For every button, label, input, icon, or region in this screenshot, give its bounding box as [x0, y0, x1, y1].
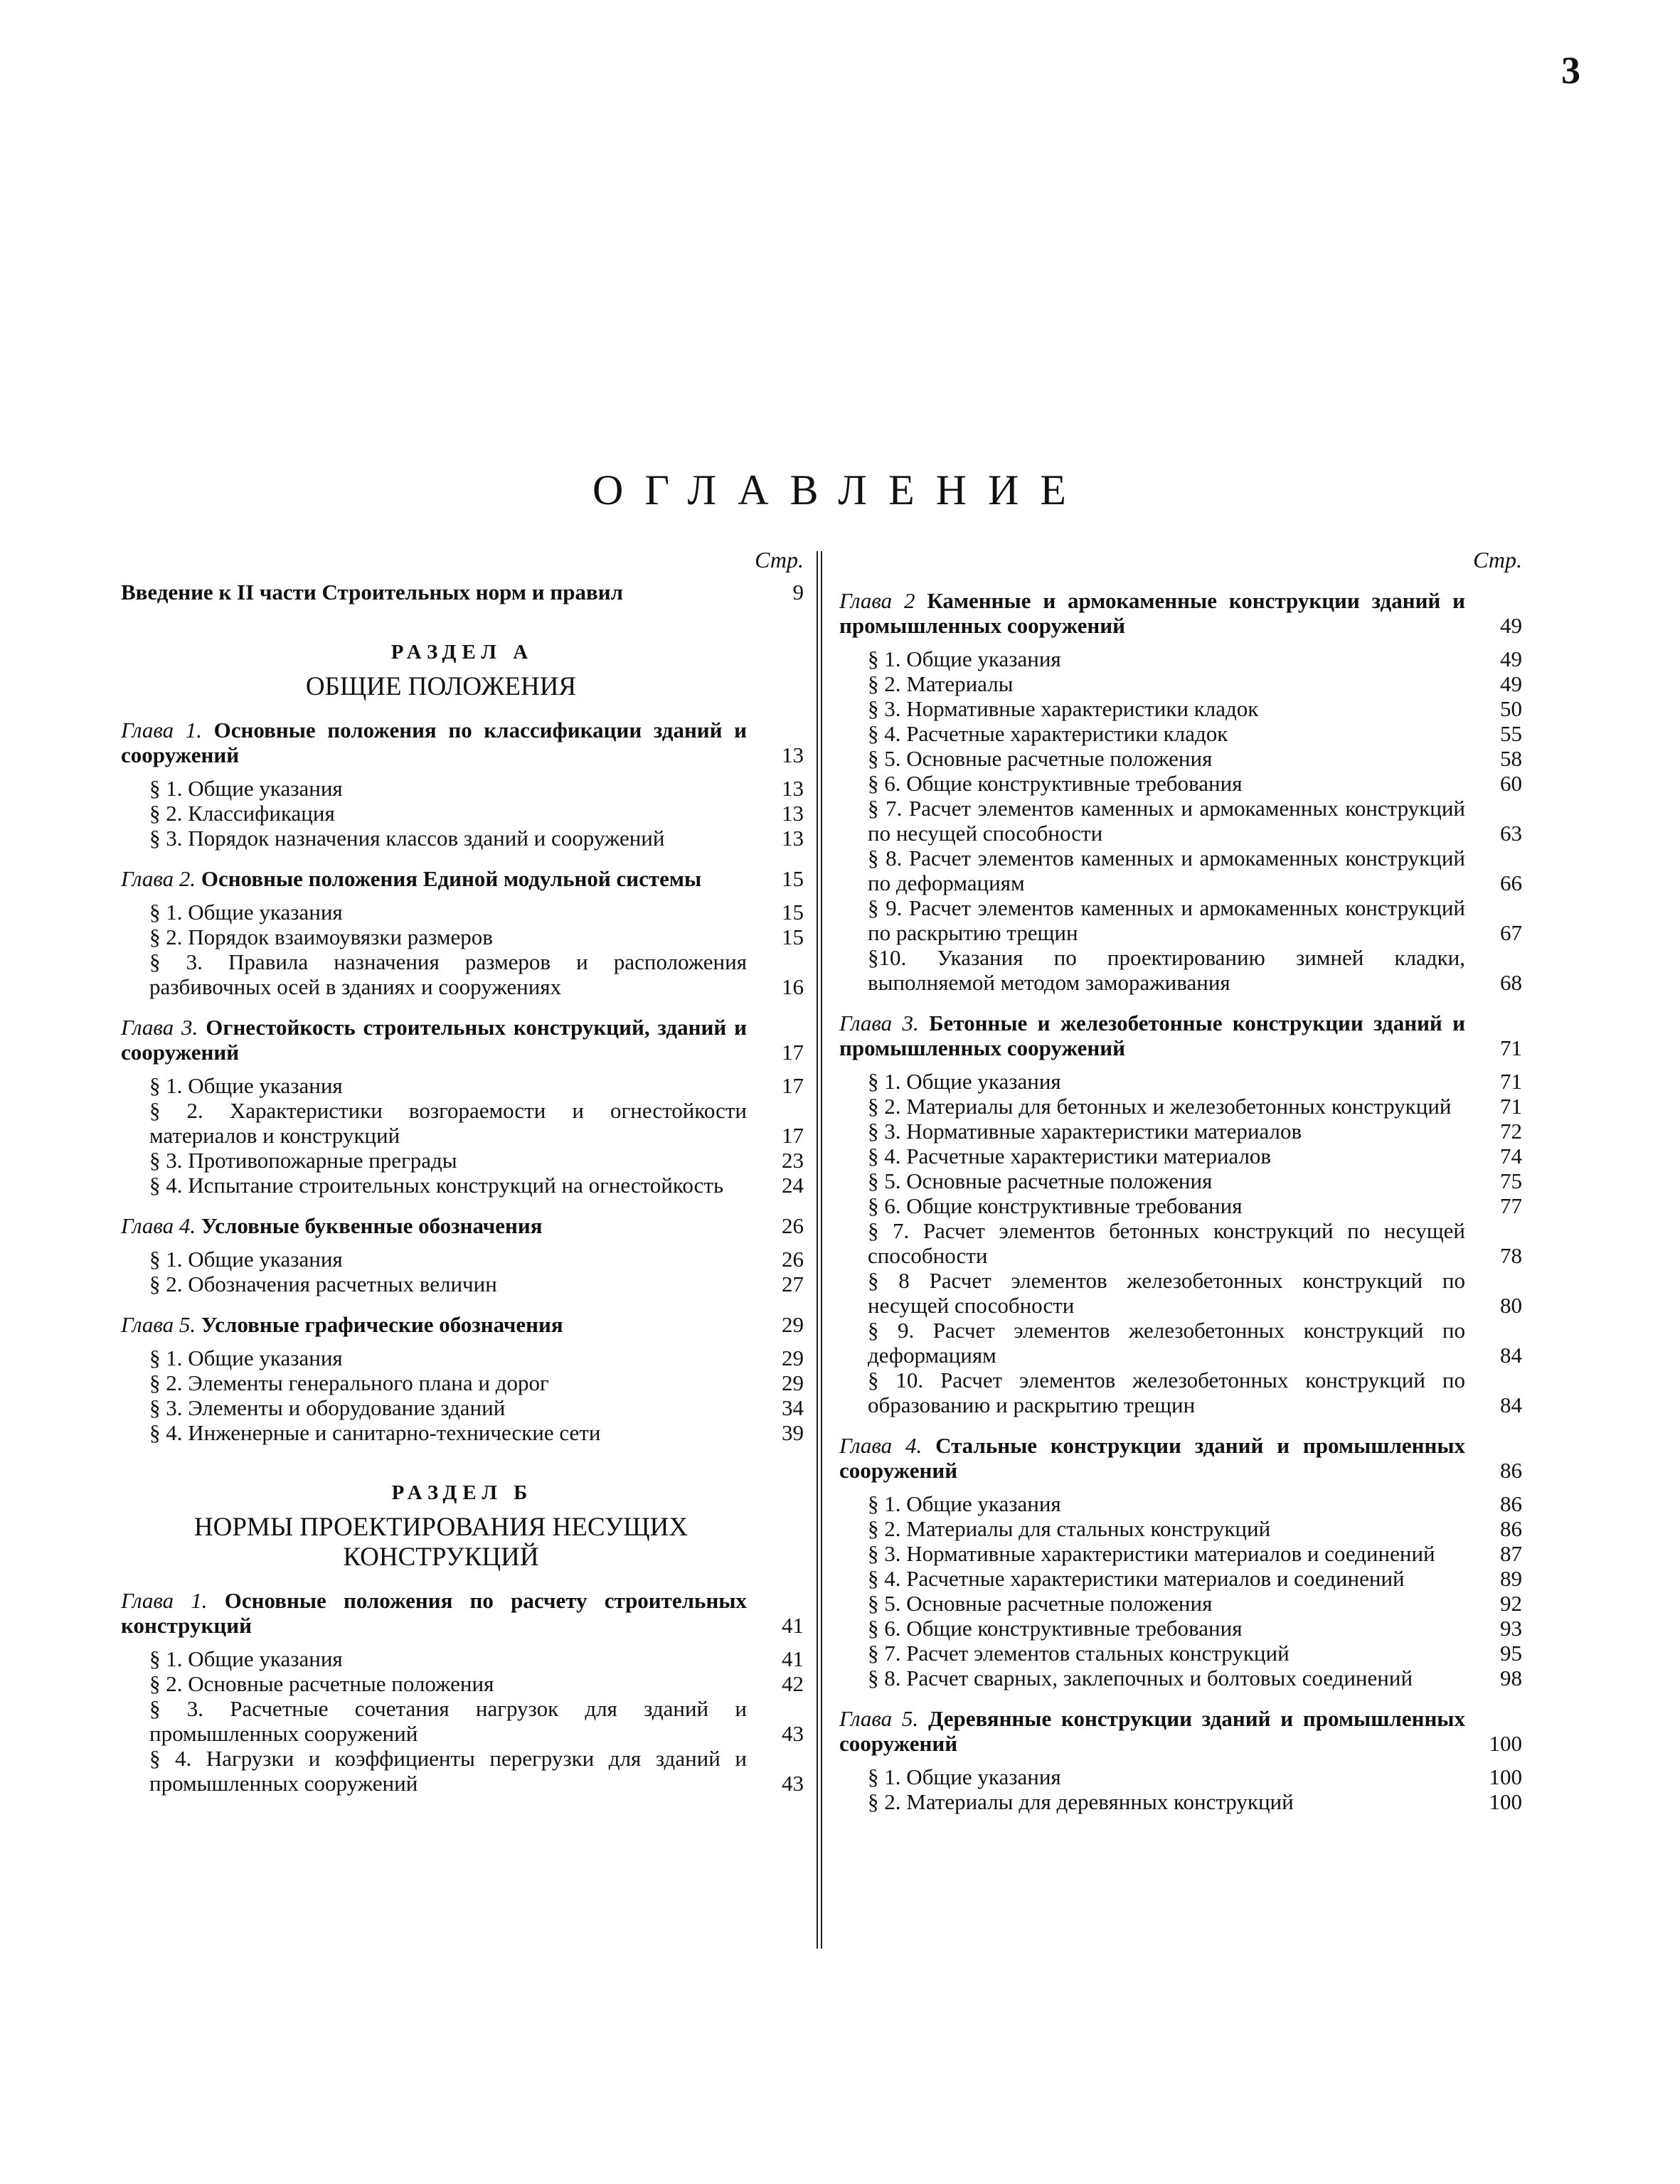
section-title: § 2. Характеристики возгораемости и огнестойкости материалов и конструкций: [149, 1098, 747, 1148]
chapter-entry[interactable]: [121, 1312, 804, 1337]
section-page: 66: [1500, 870, 1522, 895]
section-page: 78: [1500, 1243, 1522, 1268]
section-title: § 6. Общие конструктивные требования: [868, 1193, 1243, 1218]
section-title: § 2. Материалы для стальных конструкций: [868, 1516, 1271, 1541]
section-title: § 3. Расчетные сочетания нагрузок для зданий и промышленных сооружений: [149, 1696, 747, 1746]
section-page: 43: [782, 1721, 804, 1746]
toc-chapter: [839, 1011, 1522, 1417]
section-title: § 8. Расчет элементов каменных и армокаменных конструкций по деформациям: [868, 846, 1465, 895]
chapter-title: Стальные конструкции зданий и промышленных сооружений: [839, 1433, 1466, 1483]
section-title: § 4. Нагрузки и коэффициенты перегрузки для зданий и промышленных сооружений: [149, 1746, 747, 1796]
section-page: 75: [1500, 1168, 1522, 1193]
section-entry[interactable]: [839, 1268, 1522, 1318]
chapter-entry[interactable]: [839, 1706, 1522, 1756]
chapter-entry[interactable]: [839, 1011, 1522, 1060]
section-entry[interactable]: [839, 1069, 1522, 1094]
section-entry[interactable]: [121, 826, 804, 851]
section-title: § 5. Основные расчетные положения: [868, 746, 1213, 771]
section-title: § 2. Материалы для бетонных и железобетонных конструкций: [868, 1094, 1452, 1119]
chapter-page: 29: [782, 1312, 804, 1337]
section-page: 23: [782, 1148, 804, 1173]
section-title: § 1. Общие указания: [149, 776, 343, 801]
toc-chapter: [839, 1433, 1522, 1690]
toc-chapter: [121, 1015, 804, 1198]
chapter-label: Глава 5.: [839, 1706, 919, 1731]
section-page: 100: [1489, 1764, 1522, 1789]
page-title: ОГЛАВЛЕНИЕ: [592, 467, 1088, 513]
chapter-title: Каменные и армокаменные конструкции зданий и промышленных сооружений: [839, 588, 1466, 638]
section-page: 100: [1489, 1789, 1522, 1814]
section-page: 68: [1500, 970, 1522, 995]
section-title: § 4. Инженерные и санитарно-технические сети: [149, 1420, 601, 1445]
section-title: § 3. Нормативные характеристики кладок: [868, 696, 1259, 721]
section-page: 27: [782, 1272, 804, 1296]
section-entry[interactable]: [121, 1420, 804, 1445]
section-entry[interactable]: [839, 1218, 1522, 1268]
section-entry[interactable]: [121, 1696, 804, 1746]
section-entry[interactable]: [121, 1671, 804, 1696]
section-entry[interactable]: [121, 1073, 804, 1098]
section-entry[interactable]: [121, 1272, 804, 1296]
section-title: § 2. Материалы для деревянных конструкций: [868, 1789, 1294, 1814]
section-entry[interactable]: [839, 1144, 1522, 1168]
section-entry[interactable]: [839, 1764, 1522, 1789]
chapter-label: Глава 1.: [121, 718, 203, 742]
section-title: § 1. Общие указания: [149, 1247, 343, 1272]
section-page: 89: [1500, 1566, 1522, 1591]
section-entry[interactable]: [839, 846, 1522, 895]
section-entry[interactable]: [839, 1318, 1522, 1368]
section-page: 15: [782, 900, 804, 925]
chapter-page: 26: [782, 1213, 804, 1238]
section-title: § 1. Общие указания: [149, 900, 343, 925]
chapter-title: Бетонные и железобетонные конструкции зданий и промышленных сооружений: [839, 1011, 1465, 1060]
section-entry[interactable]: [839, 895, 1522, 945]
section-page: 86: [1500, 1491, 1522, 1516]
section-page: 84: [1500, 1392, 1522, 1417]
chapter-page: 41: [782, 1613, 804, 1638]
section-title: § 5. Основные расчетные положения: [868, 1591, 1213, 1616]
section-page: 13: [782, 776, 804, 801]
page-number: 3: [1561, 49, 1580, 92]
toc-left-column: [121, 548, 804, 1796]
section-page: 49: [1500, 671, 1522, 696]
section-page: 16: [782, 974, 804, 999]
chapter-entry[interactable]: [839, 588, 1522, 638]
section-title: § 4. Расчетные характеристики материалов и соединений: [868, 1566, 1405, 1591]
chapter-label: Глава 4.: [839, 1433, 923, 1458]
section-title: § 4. Расчетные характеристики материалов: [868, 1144, 1272, 1168]
section-page: 72: [1500, 1119, 1522, 1144]
section-title: § 7. Расчет элементов бетонных конструкций по несущей способности: [868, 1218, 1465, 1268]
section-entry[interactable]: [121, 1098, 804, 1148]
toc-chapter: [121, 1312, 804, 1445]
toc-chapter: [839, 588, 1522, 995]
section-entry[interactable]: [121, 925, 804, 949]
section-entry[interactable]: [121, 1395, 804, 1420]
section-entry[interactable]: [839, 1094, 1522, 1119]
section-entry[interactable]: [121, 1247, 804, 1272]
section-page: 42: [782, 1671, 804, 1696]
section-entry[interactable]: [839, 1491, 1522, 1516]
section-entry[interactable]: [121, 949, 804, 999]
section-title: § 3. Противопожарные преграды: [149, 1148, 457, 1173]
column-divider: [817, 551, 822, 1949]
section-entry[interactable]: [839, 1641, 1522, 1666]
section-page: 39: [782, 1420, 804, 1445]
section-title: § 6. Общие конструктивные требования: [868, 1616, 1243, 1641]
section-title: § 1. Общие указания: [149, 1073, 343, 1098]
section-entry[interactable]: [839, 1368, 1522, 1417]
section-entry[interactable]: [121, 1148, 804, 1173]
section-title: § 2. Основные расчетные положения: [149, 1671, 494, 1696]
section-page: 15: [782, 925, 804, 949]
section-entry[interactable]: [121, 1746, 804, 1796]
section-title: § 9. Расчет элементов железобетонных конструкций по деформациям: [868, 1318, 1465, 1368]
section-entry[interactable]: [839, 1516, 1522, 1541]
section-page: 77: [1500, 1193, 1522, 1218]
razdel-b-name: НОРМЫ ПРОЕКТИРОВАНИЯ НЕСУЩИХ КОНСТРУКЦИЙ: [193, 1513, 689, 1572]
chapter-page: 13: [782, 742, 804, 767]
section-page: 60: [1500, 771, 1522, 796]
section-page: 17: [782, 1073, 804, 1098]
section-page: 43: [782, 1771, 804, 1796]
section-entry[interactable]: [839, 696, 1522, 721]
chapter-label: Глава 2.: [121, 866, 196, 891]
section-page: 98: [1500, 1666, 1522, 1690]
chapter-entry[interactable]: [121, 1588, 804, 1638]
section-title: § 1. Общие указания: [868, 1491, 1061, 1516]
chapter-title: Основные положения по классификации зданий и сооружений: [121, 718, 748, 767]
section-title: § 4. Расчетные характеристики кладок: [868, 721, 1228, 746]
chapter-page: 15: [782, 866, 804, 891]
section-title: § 7. Расчет элементов стальных конструкций: [868, 1641, 1290, 1666]
toc-chapter: [121, 1213, 804, 1296]
section-entry[interactable]: [121, 1173, 804, 1198]
section-page: 13: [782, 801, 804, 826]
toc-right-column: [839, 548, 1522, 1814]
section-entry[interactable]: [839, 1541, 1522, 1566]
section-page: 87: [1500, 1541, 1522, 1566]
section-title: § 9. Расчет элементов каменных и армокаменных конструкций по раскрытию трещин: [868, 895, 1465, 945]
section-entry[interactable]: [839, 1193, 1522, 1218]
section-entry[interactable]: [839, 945, 1522, 995]
section-entry[interactable]: [121, 776, 804, 801]
toc-chapter: [121, 718, 804, 851]
chapter-entry[interactable]: [121, 718, 804, 767]
section-entry[interactable]: [839, 1666, 1522, 1690]
chapter-page: 86: [1500, 1458, 1522, 1483]
section-title: § 4. Испытание строительных конструкций на огнестойкость: [149, 1173, 724, 1198]
section-page: 67: [1500, 920, 1522, 945]
section-page: 24: [782, 1173, 804, 1198]
chapter-entry[interactable]: [839, 1433, 1522, 1483]
chapter-label: Глава 1.: [121, 1588, 208, 1613]
toc-intro-entry[interactable]: [121, 580, 804, 604]
chapter-title: Условные графические обозначения: [201, 1312, 563, 1337]
section-page: 93: [1500, 1616, 1522, 1641]
section-entry[interactable]: [121, 1370, 804, 1395]
chapter-title: Условные буквенные обозначения: [201, 1213, 543, 1238]
section-entry[interactable]: [839, 1616, 1522, 1641]
section-page: 49: [1500, 646, 1522, 671]
chapter-label: Глава 3.: [121, 1015, 198, 1040]
section-page: 92: [1500, 1591, 1522, 1616]
section-page: 17: [782, 1123, 804, 1148]
section-entry[interactable]: [839, 771, 1522, 796]
section-page: 13: [782, 826, 804, 851]
chapter-page: 49: [1500, 613, 1522, 638]
chapter-title: Основные положения Единой модульной системы: [201, 866, 702, 891]
section-title: § 6. Общие конструктивные требования: [868, 771, 1243, 796]
section-title: § 3. Нормативные характеристики материалов: [868, 1119, 1302, 1144]
page-column-label-right: Стр.: [1473, 547, 1522, 572]
chapter-page: 100: [1489, 1731, 1522, 1756]
razdel-a-label: РАЗДЕЛ А: [390, 641, 534, 664]
section-entry[interactable]: [121, 801, 804, 826]
section-title: § 1. Общие указания: [868, 646, 1061, 671]
section-title: § 1. Общие указания: [149, 1346, 343, 1370]
section-title: § 8. Расчет сварных, заклепочных и болтовых соединений: [868, 1666, 1413, 1690]
section-entry[interactable]: [839, 1591, 1522, 1616]
section-title: § 3. Порядок назначения классов зданий и сооружений: [149, 826, 665, 851]
section-title: § 3. Правила назначения размеров и расположения разбивочных осей в зданиях и сооружениях: [149, 949, 747, 999]
section-title: § 7. Расчет элементов каменных и армокаменных конструкций по несущей способности: [868, 796, 1465, 846]
section-title: § 2. Порядок взаимоувязки размеров: [149, 925, 493, 949]
section-page: 74: [1500, 1144, 1522, 1168]
section-page: 95: [1500, 1641, 1522, 1666]
section-entry[interactable]: [839, 1566, 1522, 1591]
section-page: 63: [1500, 821, 1522, 846]
section-title: § 5. Основные расчетные положения: [868, 1168, 1213, 1193]
section-page: 55: [1500, 721, 1522, 746]
razdel-a-name: ОБЩИЕ ПОЛОЖЕНИЯ: [305, 672, 577, 701]
section-page: 71: [1500, 1069, 1522, 1094]
chapter-title: Основные положения по расчету строительных конструкций: [121, 1588, 748, 1638]
section-page: 29: [782, 1346, 804, 1370]
section-entry[interactable]: [121, 1646, 804, 1671]
section-entry[interactable]: [839, 646, 1522, 671]
page-column-label: Стр.: [755, 547, 804, 572]
section-title: § 1. Общие указания: [149, 1646, 343, 1671]
chapter-page: 71: [1500, 1035, 1522, 1060]
section-page: 80: [1500, 1293, 1522, 1318]
chapter-label: Глава 2: [839, 588, 915, 613]
chapter-title: Огнестойкость строительных конструкций, зданий и сооружений: [121, 1015, 747, 1065]
chapter-entry[interactable]: [121, 866, 804, 891]
section-title: § 10. Расчет элементов железобетонных конструкций по образованию и раскрытию трещин: [868, 1368, 1465, 1417]
section-title: §10. Указания по проектированию зимней кладки, выполняемой методом замораживания: [868, 945, 1465, 995]
toc-chapter: [121, 866, 804, 999]
section-title: § 1. Общие указания: [868, 1764, 1061, 1789]
section-entry[interactable]: [839, 1119, 1522, 1144]
section-title: § 1. Общие указания: [868, 1069, 1061, 1094]
section-title: § 2. Материалы: [868, 671, 1014, 696]
chapter-label: Глава 5.: [121, 1312, 196, 1337]
section-entry[interactable]: [839, 721, 1522, 746]
chapter-entry[interactable]: [121, 1213, 804, 1238]
razdel-b-label: РАЗДЕЛ Б: [391, 1481, 533, 1504]
section-page: 71: [1500, 1094, 1522, 1119]
chapter-label: Глава 3.: [839, 1011, 919, 1035]
toc-chapter: [121, 1588, 804, 1796]
section-entry[interactable]: [121, 1346, 804, 1370]
section-entry[interactable]: [839, 1168, 1522, 1193]
section-entry[interactable]: [839, 746, 1522, 771]
section-title: § 3. Нормативные характеристики материалов и соединений: [868, 1541, 1435, 1566]
section-entry[interactable]: [121, 900, 804, 925]
chapter-page: 17: [782, 1040, 804, 1065]
section-entry[interactable]: [839, 796, 1522, 846]
section-page: 58: [1500, 746, 1522, 771]
section-title: § 2. Элементы генерального плана и дорог: [149, 1370, 549, 1395]
intro-title: Введение к II части Строительных норм и правил: [121, 580, 623, 604]
section-title: § 3. Элементы и оборудование зданий: [149, 1395, 506, 1420]
section-entry[interactable]: [839, 671, 1522, 696]
chapter-title: Деревянные конструкции зданий и промышленных сооружений: [839, 1706, 1466, 1756]
section-page: 34: [782, 1395, 804, 1420]
toc-chapter: [839, 1706, 1522, 1814]
chapter-entry[interactable]: [121, 1015, 804, 1065]
section-page: 86: [1500, 1516, 1522, 1541]
section-page: 29: [782, 1370, 804, 1395]
section-page: 26: [782, 1247, 804, 1272]
section-title: § 2. Классификация: [149, 801, 335, 826]
section-page: 84: [1500, 1343, 1522, 1368]
section-title: § 8 Расчет элементов железобетонных конструкций по несущей способности: [868, 1268, 1465, 1318]
intro-page: 9: [792, 580, 804, 604]
section-entry[interactable]: [839, 1789, 1522, 1814]
chapter-label: Глава 4.: [121, 1213, 196, 1238]
section-title: § 2. Обозначения расчетных величин: [149, 1272, 497, 1296]
section-page: 41: [782, 1646, 804, 1671]
section-page: 50: [1500, 696, 1522, 721]
